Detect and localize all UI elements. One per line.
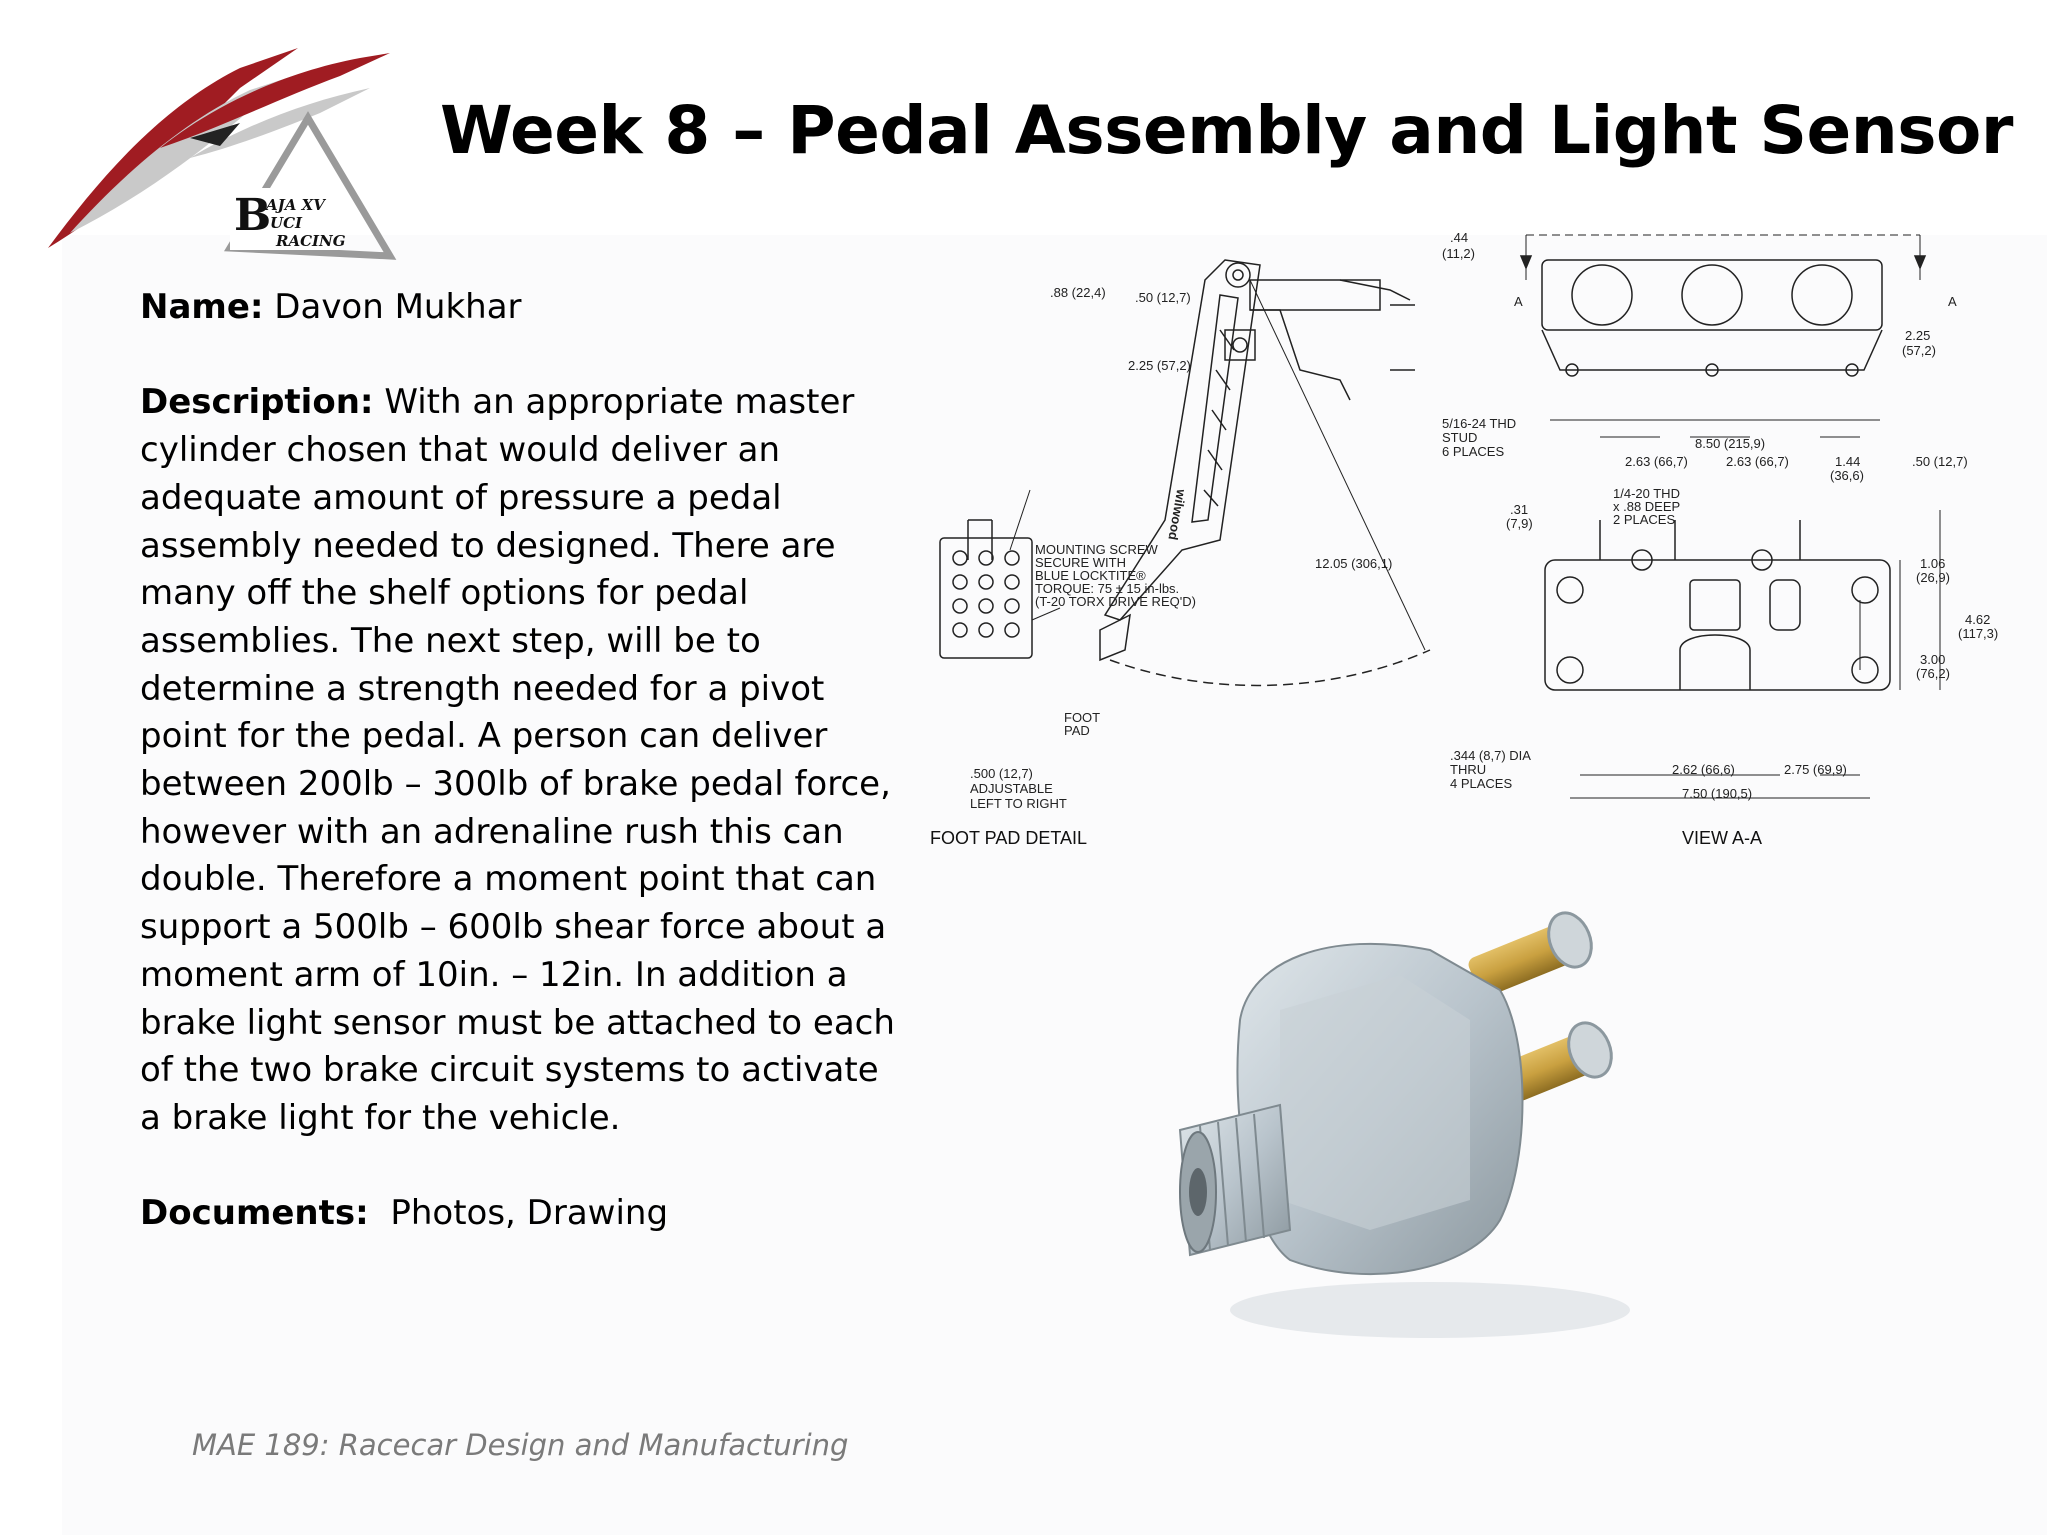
svg-text:.50 (12,7): .50 (12,7) [1912, 454, 1968, 469]
name-value: Davon Mukhar [274, 287, 522, 327]
switch-threaded-fitting [1180, 1105, 1290, 1255]
svg-text:SECURE WITH: SECURE WITH [1035, 555, 1126, 570]
svg-text:(T-20 TORX DRIVE REQ'D): (T-20 TORX DRIVE REQ'D) [1035, 594, 1196, 609]
svg-text:LEFT TO RIGHT: LEFT TO RIGHT [970, 796, 1067, 811]
svg-text:4 PLACES: 4 PLACES [1450, 776, 1513, 791]
svg-text:THRU: THRU [1450, 762, 1487, 777]
info-text-block [140, 284, 900, 1238]
svg-text:wilwood: wilwood [1165, 488, 1190, 542]
pedal-arm-outline [1105, 260, 1260, 620]
svg-text:A: A [1514, 294, 1523, 309]
svg-text:1.06: 1.06 [1920, 556, 1946, 571]
svg-text:7.50 (190,5): 7.50 (190,5) [1682, 786, 1753, 801]
svg-text:(11,2): (11,2) [1442, 246, 1475, 261]
svg-text:(57,2): (57,2) [1902, 343, 1936, 358]
logo-text: AJA XV [266, 196, 325, 214]
pedal-pivot [1226, 263, 1250, 287]
svg-text:BLUE LOCKTITE®: BLUE LOCKTITE® [1035, 568, 1146, 583]
svg-text:1/4-20 THD: 1/4-20 THD [1613, 486, 1680, 501]
description-text: With an appropriate master cylinder chosen that would deliver an adequate amount of pressure a pedal assembly needed to designed. There are many off the shelf options for pedal assemblies. The next step, will be to determine a strength needed for a pivot point for the pedal. A person can deliver between 200lb – 300lb of brake pedal force, however with an adrenaline rush this can double. Therefore a moment point that can support a 500lb – 600lb shear force about a moment arm of 10in. – 12in. In addition a brake light sensor must be attached to each of the two brake circuit systems to activate a brake light for the vehicle. [140, 382, 895, 1138]
svg-text:2.25: 2.25 [1905, 328, 1931, 343]
svg-text:STUD: STUD [1442, 430, 1478, 445]
svg-text:ADJUSTABLE: ADJUSTABLE [970, 781, 1053, 796]
svg-text:2.75 (69,9): 2.75 (69,9) [1784, 762, 1847, 777]
svg-text:(76,2): (76,2) [1916, 666, 1950, 681]
view-a-a-caption: VIEW A-A [1682, 828, 1763, 848]
footer-course: MAE 189: Racecar Design and Manufacturing [192, 1428, 849, 1462]
switch-shadow [1230, 1282, 1630, 1338]
svg-text:A: A [1948, 294, 1957, 309]
pedal-assembly-technical-drawing-icon [920, 220, 2010, 860]
top-view-plate [1542, 260, 1882, 330]
drawing-dimension-labels [920, 220, 1998, 848]
svg-text:2.25 (57,2): 2.25 (57,2) [1128, 358, 1191, 373]
logo-letter: B [234, 190, 272, 241]
svg-text:(36,6): (36,6) [1830, 468, 1864, 483]
documents-value: Photos, Drawing [390, 1193, 669, 1234]
documents-line [140, 1190, 900, 1238]
svg-text:FOOT: FOOT [1064, 710, 1101, 725]
svg-text:2.63 (66,7): 2.63 (66,7) [1726, 454, 1789, 469]
svg-text:.88 (22,4): .88 (22,4) [1050, 285, 1106, 300]
slide-title: Week 8 – Pedal Assembly and Light Sensor [440, 92, 2013, 169]
svg-text:PAD: PAD [1064, 723, 1090, 738]
pedal-swing-arc [1110, 650, 1430, 685]
logo-text: UCI [270, 214, 303, 232]
foot-pad-holes [953, 551, 1019, 637]
svg-text:5/16-24 THD: 5/16-24 THD [1442, 416, 1517, 431]
svg-text:.44: .44 [1450, 230, 1469, 245]
description-paragraph [140, 379, 900, 1142]
svg-text:8.50 (215,9): 8.50 (215,9) [1695, 436, 1766, 451]
svg-text:TORQUE: 75 ± 15 in-lbs.: TORQUE: 75 ± 15 in-lbs. [1035, 581, 1180, 596]
svg-text:12.05 (306,1): 12.05 (306,1) [1315, 556, 1393, 571]
name-line [140, 284, 900, 332]
pedal-arm-inner [1192, 295, 1238, 522]
svg-text:6 PLACES: 6 PLACES [1442, 444, 1505, 459]
logo-text: RACING [276, 232, 346, 250]
svg-text:x .88 DEEP: x .88 DEEP [1613, 499, 1681, 514]
svg-text:2 PLACES: 2 PLACES [1613, 512, 1676, 527]
svg-text:.500 (12,7): .500 (12,7) [970, 766, 1033, 781]
svg-text:2.63 (66,7): 2.63 (66,7) [1625, 454, 1688, 469]
svg-text:(26,9): (26,9) [1916, 570, 1950, 585]
svg-text:3.00: 3.00 [1920, 652, 1946, 667]
svg-text:4.62: 4.62 [1965, 612, 1991, 627]
description-label: Description: [140, 382, 374, 423]
svg-text:(7,9): (7,9) [1506, 516, 1533, 531]
documents-label: Documents: [140, 1193, 369, 1234]
svg-text:.50 (12,7): .50 (12,7) [1135, 290, 1191, 305]
baja-racing-logo-icon [40, 28, 480, 268]
name-label: Name: [140, 287, 264, 327]
svg-text:1.44: 1.44 [1835, 454, 1861, 469]
svg-text:.31: .31 [1510, 502, 1529, 517]
svg-text:(117,3): (117,3) [1958, 626, 1999, 641]
svg-text:2.62 (66,6): 2.62 (66,6) [1672, 762, 1735, 777]
brake-light-pressure-switch-icon [1170, 900, 1730, 1350]
foot-pad [1100, 615, 1130, 660]
svg-text:.344 (8,7) DIA: .344 (8,7) DIA [1450, 748, 1531, 763]
svg-text:MOUNTING SCREW: MOUNTING SCREW [1035, 542, 1158, 557]
foot-pad-detail-caption: FOOT PAD DETAIL [930, 828, 1088, 848]
